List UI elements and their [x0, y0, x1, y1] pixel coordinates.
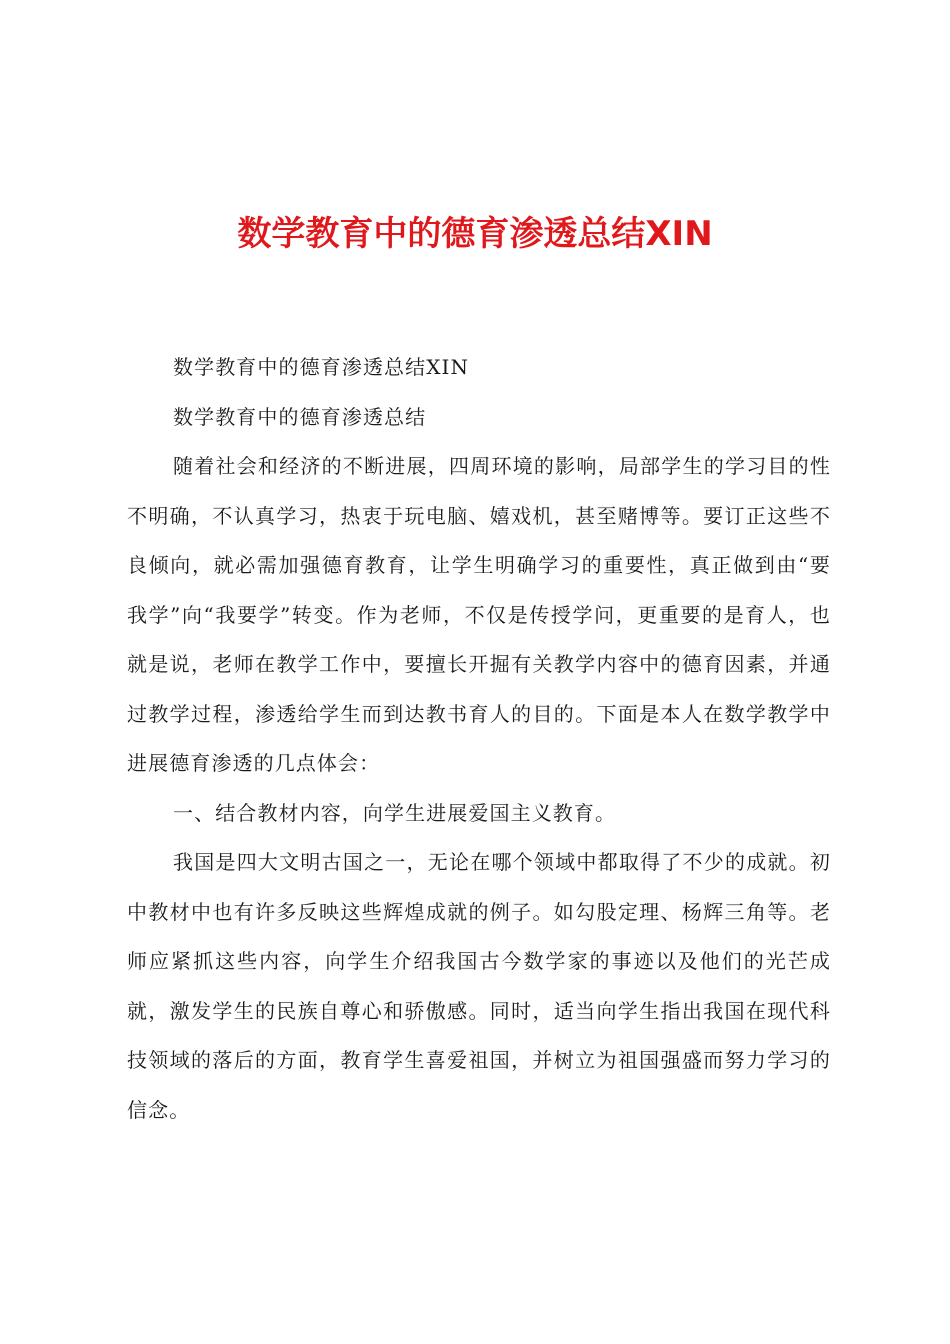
paragraph-section-one-heading: 一、结合教材内容，向学生进展爱国主义教育。 — [173, 800, 617, 825]
document-title: 数学教育中的德育渗透总结XIN — [237, 214, 713, 254]
paragraph-subtitle: 数学教育中的德育渗透总结XIN — [173, 355, 470, 379]
paragraph-heading: 数学教育中的德育渗透总结 — [173, 404, 427, 429]
paragraph-introduction: 随着社会和经济的不断进展，四周环境的影响，局部学生的学习目的性不明确，不认真学习，热衷于玩电脑、嬉戏机，甚至赌博等。要订正这些不良倾向，就必需加强德育教育，让学生明确学习的重要性，真正做到由“要我学”向“我要学”转变。作为老师，不仅是传授学问，更重要的是育人，也就是说，老师在教学工作中，要擅长开掘有关教学内容中的德育因素，并通过教学过程，渗透给学生而到达教书育人的目的。下面是本人在数学教学中进展德育渗透的几点体会： — [127, 454, 831, 775]
document-body — [127, 343, 831, 1135]
paragraph-section-one-body: 我国是四大文明古国之一，无论在哪个领域中都取得了不少的成就。初中教材中也有许多反映这些辉煌成就的例子。如勾股定理、杨辉三角等。老师应紧抓这些内容，向学生介绍我国古今数学家的事迹以及他们的光芒成就，激发学生的民族自尊心和骄傲感。同时，适当向学生指出我国在现代科技领域的落后的方面，教育学生喜爱祖国，并树立为祖国强盛而努力学习的信念。 — [127, 850, 831, 1122]
